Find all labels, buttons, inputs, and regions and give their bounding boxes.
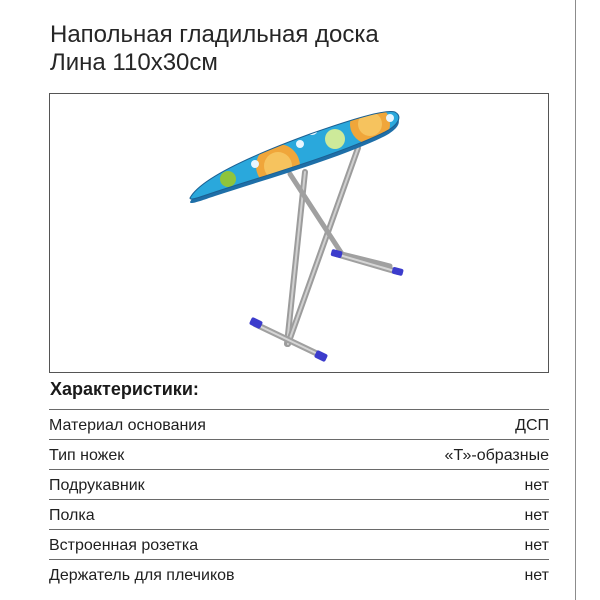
board-legs bbox=[255, 148, 398, 356]
spec-value: ДСП bbox=[515, 417, 549, 434]
spec-value: нет bbox=[524, 537, 549, 554]
spec-label: Полка bbox=[49, 507, 95, 524]
ironing-board-illustration bbox=[50, 94, 548, 372]
spec-row-material bbox=[49, 409, 549, 439]
specs-heading: Характеристики: bbox=[50, 379, 199, 399]
product-title-line2: Лина 110х30см bbox=[50, 49, 218, 76]
spec-row-sleeve-board bbox=[49, 469, 549, 499]
spec-value: нет bbox=[524, 507, 549, 524]
spec-row-legs bbox=[49, 439, 549, 469]
product-title-line1: Напольная гладильная доска bbox=[50, 21, 379, 48]
specs-table bbox=[49, 409, 549, 589]
spec-label: Встроенная розетка bbox=[49, 537, 199, 554]
product-image bbox=[49, 93, 549, 373]
spec-label: Тип ножек bbox=[49, 447, 125, 464]
spec-value: нет bbox=[524, 477, 549, 494]
product-title bbox=[50, 21, 379, 77]
spec-row-socket bbox=[49, 529, 549, 559]
spec-value: «Т»-образные bbox=[444, 447, 549, 464]
spec-row-hanger-holder bbox=[49, 559, 549, 589]
spec-value: нет bbox=[524, 567, 549, 584]
right-divider bbox=[575, 0, 576, 600]
spec-row-shelf bbox=[49, 499, 549, 529]
spec-label: Держатель для плечиков bbox=[49, 567, 235, 584]
spec-label: Материал основания bbox=[49, 417, 206, 434]
spec-label: Подрукавник bbox=[49, 477, 145, 494]
